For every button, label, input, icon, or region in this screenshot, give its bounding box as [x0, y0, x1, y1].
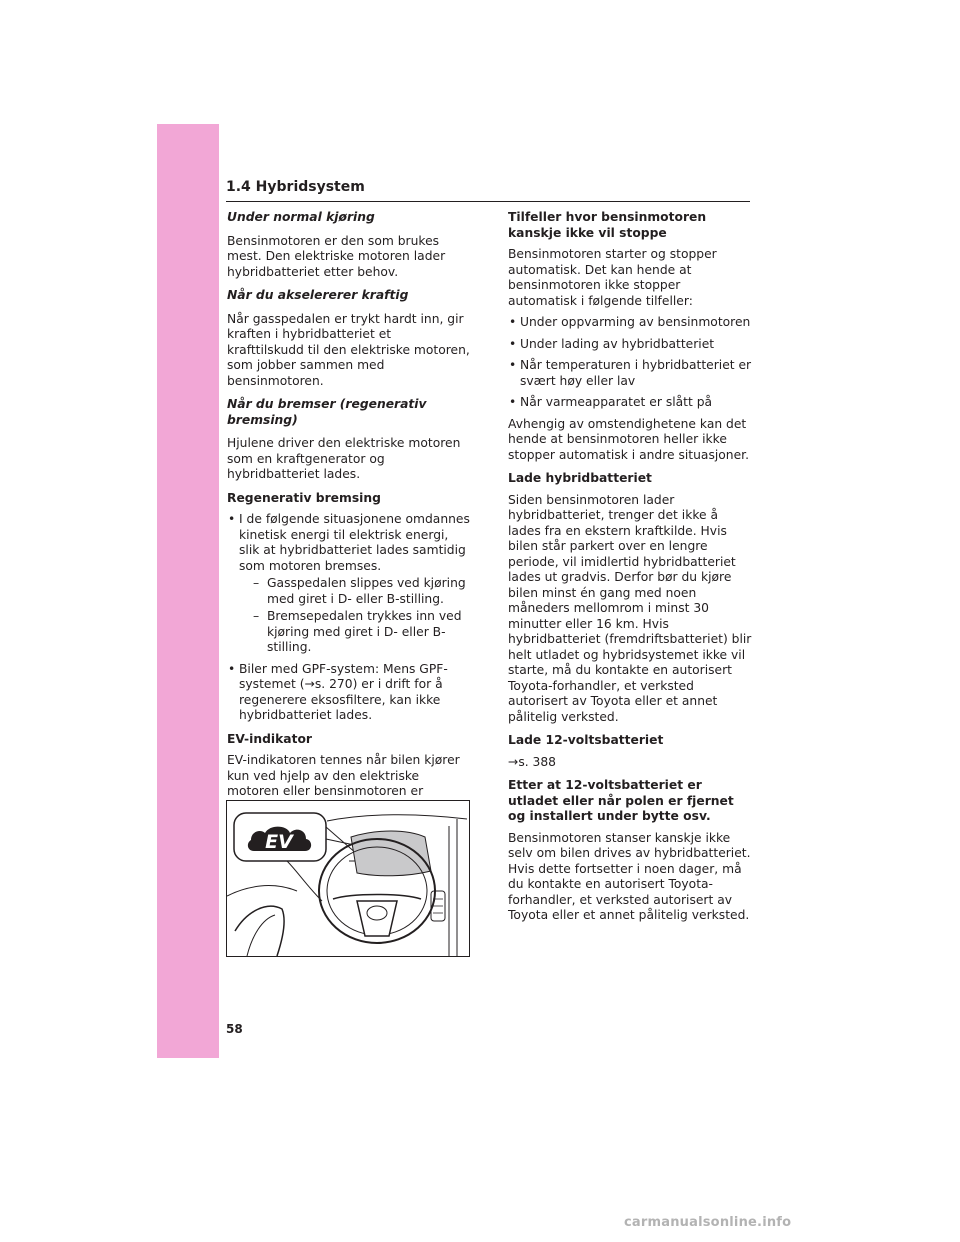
ev-indicator-text: EV-indikatoren tennes når bilen kjører kun ved hjelp av den elektriske motoren eller bensinmotoren er — [227, 753, 460, 798]
normal-driving-text: Bensinmotoren er den som brukes mest. Den elektriske motoren lader hybridbatteriet etter behov. — [227, 233, 446, 279]
section-header — [226, 178, 750, 202]
acceleration-text: Når gasspedalen er trykt hardt inn, gir kraften i hybridbatteriet et krafttilskudd til den elektriske motoren, som jobber sammen med bensinmotoren. — [227, 311, 470, 388]
section-title: 1.4 Hybridsystem — [226, 179, 365, 195]
after-discharge-text: Bensinmotoren stanser kanskje ikke selv om bilen drives av hybridbatteriet. Hvis dette fortsetter i noen dager, må du kontakte en autorisert Toyota-forhandler, et verksted autorisert av Toyota eller et annet pålitelig verksted. — [508, 830, 751, 922]
braking-text: Hjulene driver den elektriske motoren som en kraftgenerator og hybridbatteriet lades. — [227, 436, 461, 481]
regen-dash-item — [239, 609, 471, 656]
chapter-side-tab — [157, 124, 219, 1058]
ref-arrow-icon: → — [304, 677, 315, 691]
regen-bullet — [227, 512, 471, 656]
engine-not-stop-after-text: Avhengig av omstendighetene kan det hende at bensinmotoren heller ikke stopper automatisk i andre situasjoner. — [508, 416, 749, 462]
regen-braking-heading: Regenerativ bremsing — [227, 490, 381, 505]
acceleration-heading: Når du akselererer kraftig — [227, 288, 409, 302]
after-discharge-heading: Etter at 12-voltsbatteriet er utladet eller når polen er fjernet og installert under bytte osv. — [508, 778, 734, 823]
ref-arrow-icon: → — [508, 754, 519, 769]
engine-not-stop-heading: Tilfeller hvor bensinmotoren kanskje ikke vil stoppe — [508, 210, 707, 240]
regen-dash-item — [239, 576, 471, 607]
door-line — [287, 861, 322, 901]
engine-not-stop-bullet: • Under lading av hybridbatteriet — [508, 337, 752, 353]
seat-outline — [235, 906, 284, 956]
ev-indicator-illustration — [226, 800, 470, 957]
charge-hybrid-heading: Lade hybridbatteriet — [508, 471, 652, 485]
regen-dash-text-1: Gasspedalen slippes ved kjøring med giret i D- eller B-stilling. — [267, 576, 466, 606]
watermark: carmanualsonline.info — [624, 1215, 792, 1230]
gpf-page-link[interactable]: s. 270 — [314, 677, 353, 691]
dashboard-line — [327, 815, 467, 821]
dash-mark: – — [253, 576, 260, 590]
charge-12v-heading: Lade 12-voltsbatteriet — [508, 733, 664, 747]
gpf-text-before: Biler med GPF-system: Mens GPF-systemet ( — [239, 661, 448, 691]
door-line — [227, 886, 297, 896]
regen-bullet-text: I de følgende situasjonene omdannes kinetisk energi til elektrisk energi, slik at hybridbatteriet lades samtidig som motoren bremses. — [239, 512, 470, 573]
dash-mark: – — [253, 609, 260, 623]
charge-12v-ref — [508, 755, 752, 771]
steering-spoke — [333, 895, 421, 900]
seat-outline — [247, 915, 275, 956]
ev-indicator-heading: EV-indikator — [227, 731, 312, 746]
left-column — [227, 210, 471, 823]
gpf-text-after: ) er i drift for å regenerere eksosfiltere, kan ikke hybridbatteriet lades. — [239, 677, 443, 722]
charge-hybrid-text: Siden bensinmotoren lader hybridbatteriet, trenger det ikke å lades fra en ekstern kraftkilde. Hvis bilen står parkert over en lengre periode, vil imidlertid hybridbatteriet lades ut gradvis. Derfor bør du kjøre bilen minst én gang med noen måneders mellomrom i minst 30 minutter eller 16 km. Hvis hybridbatteriet (fremdriftsbatteriet) blir helt utladet og hybridsystemet ikke vil starte, må du kontakte en autorisert Toyota-forhandler, et verksted autorisert av Toyota eller et annet pålitelig verksted. — [508, 492, 752, 724]
charge-12v-page-link[interactable]: s. 388 — [518, 754, 557, 769]
dashboard-drawing — [227, 801, 469, 956]
engine-not-stop-bullet: • Under oppvarming av bensinmotoren — [508, 315, 752, 331]
right-column — [508, 210, 752, 932]
regen-dash-text-2: Bremsepedalen trykkes inn ved kjøring med giret i D- eller B-stilling. — [267, 609, 462, 654]
normal-driving-heading: Under normal kjøring — [227, 210, 375, 224]
ev-display-screen — [351, 831, 431, 876]
engine-not-stop-bullet: • Når varmeapparatet er slått på — [508, 395, 752, 411]
ev-badge-text: EV — [265, 831, 293, 853]
engine-not-stop-text: Bensinmotoren starter og stopper automatisk. Det kan hende at bensinmotoren ikke stopper automatisk i følgende tilfeller: — [508, 247, 717, 308]
engine-not-stop-bullet: • Når temperaturen i hybridbatteriet er svært høy eller lav — [508, 358, 752, 389]
page-number: 58 — [226, 1022, 243, 1036]
braking-heading: Når du bremser (regenerativ bremsing) — [227, 397, 427, 427]
gpf-bullet — [227, 662, 471, 724]
